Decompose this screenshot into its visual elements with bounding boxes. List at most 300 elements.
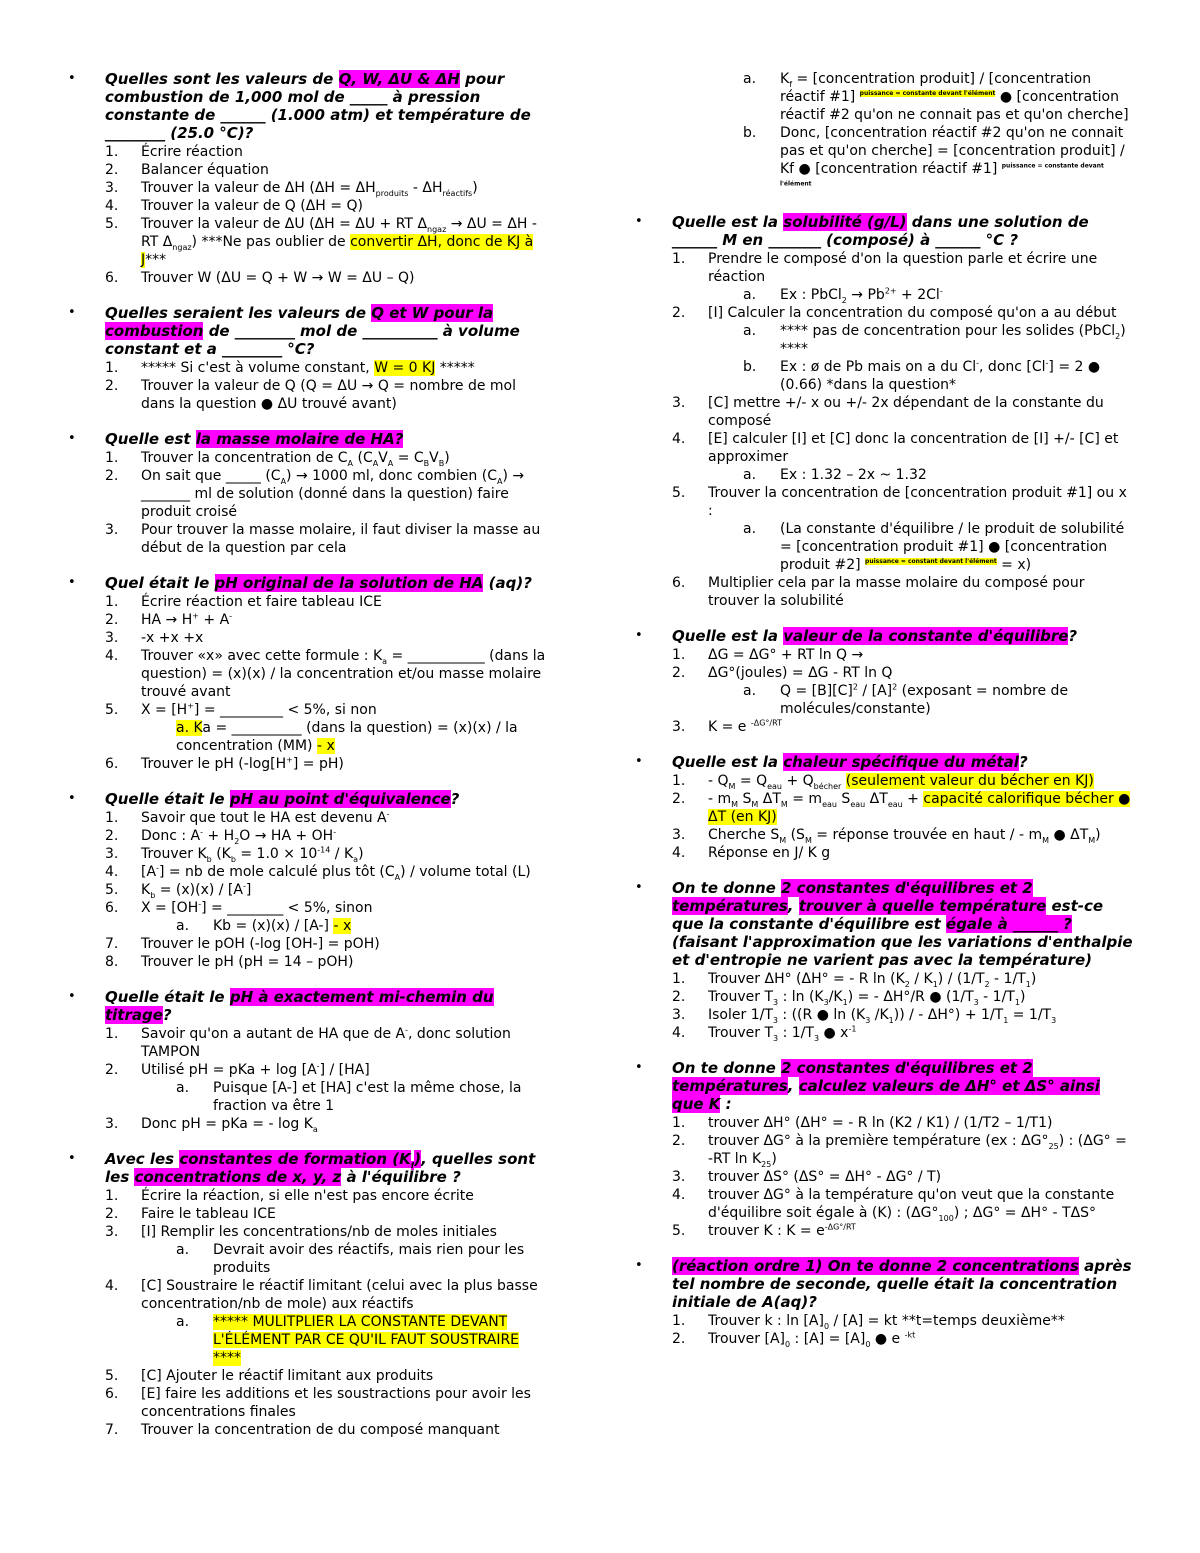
subscript: 3 (1051, 1015, 1057, 1025)
text-run: HA → H (141, 612, 193, 628)
text-run: ● x (819, 1025, 849, 1041)
question-heading (672, 879, 1135, 969)
bullet-icon: • (68, 305, 76, 320)
text-run: trouver ΔH° (ΔH° = - R ln (K2 / K1) / (1/T2 – 1/T1) (708, 1115, 1053, 1131)
step (105, 143, 548, 161)
step (105, 1115, 548, 1133)
text-run: ) (414, 1150, 422, 1168)
subscript: M (779, 835, 787, 845)
text-run: - 1/T (978, 989, 1015, 1005)
step-number: 2. (672, 1133, 686, 1149)
text-run: [I] Calculer la concentration du composé qu'on a au début (708, 305, 1117, 321)
text-run: Écrire réaction et faire tableau ICE (141, 594, 382, 610)
step-number: 3. (672, 719, 686, 735)
text-run: ? (1018, 753, 1028, 771)
superscript: - (333, 827, 337, 837)
question-section (635, 70, 1135, 196)
step (672, 1114, 1135, 1132)
question-section (635, 627, 1135, 736)
text-run: ***** Si c'est à volume constant, (141, 360, 375, 376)
text-run: Trouver «x» avec cette formule : K (141, 648, 383, 664)
step-number: 1. (672, 1313, 686, 1329)
step-number: 5. (672, 1223, 686, 1239)
bullet-icon: • (635, 1060, 643, 1075)
subscript: ngaz (427, 224, 447, 234)
text-run: Quelle est la (672, 627, 784, 645)
text-run: ] = _________ < 5%, si non (193, 702, 377, 718)
text-run: calculez valeurs de ΔH° et ΔS° ainsi que K (672, 1077, 1100, 1113)
text-run: ) (1095, 827, 1101, 843)
subscript: 1 (1014, 997, 1020, 1007)
text-run: Balancer équation (141, 162, 269, 178)
text-run: (C (353, 450, 373, 466)
subscript: A (347, 458, 354, 468)
text-run: = [concentration produit] / [concentration réactif #1] (780, 71, 1092, 105)
step-number: 4. (105, 648, 119, 664)
subscript: a (312, 1124, 318, 1134)
text-run: - x (333, 918, 352, 934)
superscript: 2 (852, 682, 858, 692)
text-run: (réaction ordre 1) On te donne 2 concentrations (672, 1257, 1079, 1275)
subscript: eau (767, 781, 782, 791)
step (672, 1312, 1135, 1330)
question-section (68, 70, 548, 287)
step-number: 8. (105, 954, 119, 970)
step-number: 6. (105, 270, 119, 286)
step (672, 718, 1135, 736)
step (672, 304, 1135, 322)
text-run: - ΔH (408, 180, 443, 196)
subscript: A (496, 476, 503, 486)
text-run: ) **** (780, 323, 1126, 357)
text-run: de ________ mol de __________ à volume constant et a ________ °C? (105, 322, 520, 358)
subscript: ngaz (172, 242, 192, 252)
step-number: 6. (105, 900, 119, 916)
subscript: 3 (773, 1033, 779, 1043)
text-run: (exposant = nombre de molécules/constante) (780, 683, 1069, 717)
text-run: Quelle est (105, 430, 196, 448)
text-run: - Q (708, 773, 729, 789)
step-number: 2. (672, 305, 686, 321)
text-run: : 1/T (778, 1025, 814, 1041)
superscript: 2 (892, 682, 898, 692)
question-heading (672, 1257, 1135, 1311)
text-run: = réponse trouvée en haut / - m (811, 827, 1043, 843)
superscript: -ΔG°/RT (824, 1222, 856, 1232)
text-run: Trouver T (708, 1025, 774, 1041)
step (672, 1132, 1135, 1168)
question-section (635, 1257, 1135, 1348)
text-run: Trouver [A] (708, 1331, 785, 1347)
text-run: Trouver la valeur de Q (Q = ΔU → Q = nombre de mol dans la question ● ΔU trouvé avant) (141, 378, 517, 412)
text-run: Trouver k : ln [A] (708, 1313, 824, 1329)
text-run: Quelles seraient les valeurs de (105, 304, 372, 322)
text-run: ] = ________ < 5%, sinon (201, 900, 373, 916)
step (672, 1330, 1135, 1348)
step (105, 1421, 548, 1439)
text-run: , (787, 897, 799, 915)
text-run: On sait que _____ (C (141, 468, 281, 484)
text-run: pour combustion de 1,000 mol de _____ à pression constante de ______ (1.000 atm) et température de ________ (25.0 °C)? (105, 70, 531, 142)
step-number: 4. (105, 864, 119, 880)
subscript: a (382, 656, 388, 666)
step-number: 2. (105, 612, 119, 628)
subscript: 25 (761, 1159, 772, 1169)
text-run: / K (909, 971, 933, 987)
annotation-note: puissance = constante devant l'élément (859, 90, 996, 98)
superscript: - (386, 809, 390, 819)
text-run: Devrait avoir des réactifs, mais rien pour les produits (213, 1242, 525, 1276)
text-run: X = [OH (141, 900, 199, 916)
step-number: 5. (105, 882, 119, 898)
bullet-icon: • (635, 628, 643, 643)
text-run: - 1/T (989, 971, 1026, 987)
text-run: [A (141, 864, 157, 880)
text-run: pH au point d'équivalence (229, 790, 451, 808)
subscript: A (280, 476, 287, 486)
text-run: Quelle était le (105, 988, 230, 1006)
step-number: 4. (672, 1187, 686, 1203)
subscript: 1 (1025, 979, 1031, 989)
text-run: Écrire réaction (141, 144, 243, 160)
text-run: solubilité (g/L) (783, 213, 907, 231)
step (105, 215, 548, 269)
text-run: (aq)? (483, 574, 532, 592)
text-run: K (141, 882, 151, 898)
subscript: B (423, 458, 430, 468)
step (105, 845, 548, 863)
text-run: + (902, 791, 924, 807)
superscript: - (316, 1061, 320, 1071)
superscript: - (405, 1025, 409, 1035)
step-number: 4. (672, 845, 686, 861)
step (105, 827, 548, 845)
step (105, 1277, 548, 1313)
text-run: après tel nombre de seconde, quelle était la concentration initiale de A(aq)? (672, 1257, 1132, 1311)
text-run: / K (330, 846, 354, 862)
text-run: 2 constantes d'équilibres et 2 températures (672, 879, 1033, 915)
subscript: M (780, 799, 788, 809)
text-run: + A (198, 612, 230, 628)
text-run: /K (870, 1007, 889, 1023)
question-heading (105, 304, 548, 358)
superscript: + (192, 611, 199, 621)
step (105, 701, 548, 719)
text-run: ] = nb de mole calculé plus tôt (C (158, 864, 395, 880)
text-run: Trouver T (708, 989, 774, 1005)
subscript: 1 (842, 997, 848, 1007)
question-section (68, 1150, 548, 1439)
step-number: a. (176, 1242, 190, 1258)
text-run: / [A] = kt **t=temps deuxième** (829, 1313, 1065, 1329)
text-run: ? (162, 1006, 172, 1024)
text-run: , (787, 1077, 799, 1095)
subscript: M (1088, 835, 1096, 845)
text-run: Quelles sont les valeurs de (105, 70, 339, 88)
step-number: 4. (672, 1025, 686, 1041)
subscript: 0 (823, 1321, 830, 1331)
text-run: Ex : 1.32 – 2x ~ 1.32 (780, 467, 927, 483)
step-list (105, 1187, 548, 1439)
text-run: Savoir qu'on a autant de HA que de A (141, 1026, 406, 1042)
text-run: ) → _______ ml de solution (donné dans la question) faire produit croisé (141, 468, 525, 520)
step-number: a. (176, 918, 190, 934)
step-number: b. (743, 359, 757, 375)
subscript: a (353, 854, 359, 864)
text-run: O → HA + OH (239, 828, 334, 844)
step (105, 881, 548, 899)
step-number: 3. (105, 1116, 119, 1132)
text-run: [E] faire les additions et les soustractions pour avoir les concentrations finales (141, 1386, 531, 1420)
question-heading (672, 213, 1135, 249)
question-section (68, 430, 548, 557)
sub-step (105, 1079, 548, 1115)
subscript: 3 (973, 997, 979, 1007)
superscript: -14 (317, 845, 331, 855)
text-run: S (738, 791, 752, 807)
text-run: Trouver la concentration de du composé manquant (141, 1422, 500, 1438)
text-run: [C] mettre +/- x ou +/- 2x dépendant de la constante du composé (708, 395, 1104, 429)
subscript: 1 (1003, 1015, 1009, 1025)
step-number: 7. (105, 1422, 119, 1438)
superscript: -1 (848, 1024, 857, 1034)
subscript: M (1042, 835, 1049, 845)
text-run: ) (1030, 971, 1037, 987)
step-number: 6. (672, 575, 686, 591)
text-run: [E] calculer [I] et [C] donc la concentration de [I] +/- [C] et approximer (708, 431, 1119, 465)
step-number: 1. (105, 1188, 119, 1204)
text-run: la masse molaire de HA? (195, 430, 404, 448)
step-number: 2. (672, 1331, 686, 1347)
text-run: Trouver W (ΔU = Q + W → W = ΔU – Q) (141, 270, 415, 286)
text-run: - x (316, 738, 335, 754)
step (105, 629, 548, 647)
subscript: b (150, 890, 156, 900)
text-run: Trouver le pH (-log[H (141, 756, 287, 772)
subscript: 1 (932, 979, 938, 989)
step (105, 449, 548, 467)
text-run: ● e (870, 1331, 905, 1347)
text-run: Donc : A (141, 828, 201, 844)
text-run: = ___________ (dans la question) = (x)(x) / la concentration et/ou masse molaire trouvé avant (141, 648, 546, 700)
step (105, 269, 548, 287)
step-number: 1. (672, 971, 686, 987)
text-run: ) ; ΔG° = ΔH° - TΔS° (953, 1205, 1097, 1221)
subscript: A (394, 872, 401, 882)
text-run: ) ***Ne pas oublier de (191, 234, 351, 250)
text-run: a = __________ (dans la question) = (x)(x) / la concentration (MM) (176, 720, 518, 754)
step (672, 430, 1135, 466)
bullet-icon: • (635, 214, 643, 229)
step-number: 5. (672, 485, 686, 501)
question-heading (105, 1150, 548, 1186)
text-run: pH à exactement mi-chemin du titrage (105, 988, 494, 1024)
step-number: 1. (105, 360, 119, 376)
step-number: 3. (105, 630, 119, 646)
text-run: Faire le tableau ICE (141, 1206, 276, 1222)
step-list (672, 772, 1135, 862)
subscript: bécher (813, 781, 842, 791)
step (672, 1024, 1135, 1042)
text-run: = C (393, 450, 424, 466)
step-number: 3. (672, 827, 686, 843)
step-number: a. (743, 323, 757, 339)
step-number: 2. (105, 468, 119, 484)
text-run: -x +x +x (141, 630, 204, 646)
step (105, 1205, 548, 1223)
step (672, 484, 1135, 520)
sub-step (105, 719, 548, 755)
bullet-icon: • (68, 431, 76, 446)
text-run: Donc, [concentration réactif #2 qu'on ne connait pas et qu'on cherche] = [concentration produit] / Kf ● [concentration réactif #1] (780, 125, 1125, 177)
text-run: Quelle est la (672, 213, 784, 231)
step (105, 1061, 548, 1079)
step (672, 1186, 1135, 1222)
step-number: 2. (105, 1206, 119, 1222)
text-run: ) (444, 450, 450, 466)
step-number: 2. (672, 665, 686, 681)
sub-step (672, 466, 1135, 484)
text-run: Savoir que tout le HA est devenu A (141, 810, 387, 826)
subscript: eau (822, 799, 837, 809)
text-run: Cherche S (708, 827, 780, 843)
annotation-note: puissance = constante devant l'élément (780, 162, 1104, 188)
step (672, 574, 1135, 610)
sub-step (672, 358, 1135, 394)
step (105, 179, 548, 197)
step (105, 359, 548, 377)
superscript: - (198, 899, 202, 909)
text-run: Trouver la valeur de Q (ΔH = Q) (141, 198, 363, 214)
text-run: ] = 2 ● (0.66) *dans la question* (780, 359, 1101, 393)
sub-step (672, 322, 1135, 358)
text-run: ) → 1000 ml, donc combien (C (286, 468, 497, 484)
step (672, 844, 1135, 862)
question-section (635, 879, 1135, 1042)
text-run: [C] Soustraire le réactif limitant (celui avec la plus basse concentration/nb de mole) aux réactifs (141, 1278, 538, 1312)
text-run: ΔG°(joules) = ΔG - RT ln Q (708, 665, 893, 681)
step (105, 647, 548, 701)
step-number: a. (743, 683, 757, 699)
text-run: valeur de la constante d'équilibre (783, 627, 1069, 645)
text-run: Ex : ø de Pb mais on a du Cl (780, 359, 977, 375)
text-run: Trouver K (141, 846, 207, 862)
step (105, 1025, 548, 1061)
text-run: Trouver la concentration de [concentration produit #1] ou x : (708, 485, 1127, 519)
step-number: 1. (105, 450, 119, 466)
text-run: (seulement valeur du bécher en KJ) (845, 773, 1094, 789)
step-number: 5. (105, 1368, 119, 1384)
text-run: trouver ΔS° (ΔS° = ΔH° - ΔG° / T) (708, 1169, 942, 1185)
step (672, 772, 1135, 790)
text-run: : (720, 1095, 732, 1113)
step-list (672, 970, 1135, 1042)
subscript: réactifs (442, 188, 473, 198)
step (105, 1385, 548, 1421)
step (105, 1223, 548, 1241)
step-number: a. (743, 71, 757, 87)
text-run: **** pas de concentration pour les solides (PbCl (780, 323, 1116, 339)
step-number: 1. (672, 773, 686, 789)
text-run: Q, W, ΔU & ΔH (338, 70, 460, 88)
text-run: On te donne (672, 879, 782, 897)
text-run: [I] Remplir les concentrations/nb de moles initiales (141, 1224, 497, 1240)
step (105, 1187, 548, 1205)
step-number: 3. (105, 1224, 119, 1240)
text-run: Quelle est la (672, 753, 784, 771)
step (105, 161, 548, 179)
step-number: 6. (105, 756, 119, 772)
step-number: 2. (105, 828, 119, 844)
step-number: 1. (105, 144, 119, 160)
text-run: Trouver le pOH (-log [OH-] = pOH) (141, 936, 380, 952)
step-number: 5. (105, 216, 119, 232)
step-number: 2. (672, 989, 686, 1005)
text-run: = (x)(x) / [A (155, 882, 243, 898)
sub-step (672, 124, 1135, 196)
text-run: (faisant l'approximation que les variations d'enthalpie et d'entropie ne varient pas avec la température) (672, 933, 1133, 969)
text-run: concentrations de x, y, z (134, 1168, 342, 1186)
sub-step (672, 682, 1135, 718)
question-section (635, 753, 1135, 862)
question-section (68, 790, 548, 971)
step-number: 5. (105, 702, 119, 718)
step-number: 3. (105, 180, 119, 196)
text-run: Pour trouver la masse molaire, il faut diviser la masse au début de la question par cela (141, 522, 541, 556)
text-run: Q et W pour la combustion (105, 304, 494, 340)
step-number: 1. (105, 1026, 119, 1042)
text-run: ΔT (758, 791, 781, 807)
question-heading (105, 70, 548, 142)
subscript: eau (850, 799, 866, 809)
text-run: : ((R ● ln (K (777, 1007, 866, 1023)
text-run: = m (787, 791, 823, 807)
text-run: → Pb (846, 287, 885, 303)
bullet-icon: • (635, 1258, 643, 1273)
step-number: 2. (105, 1062, 119, 1078)
step (672, 1006, 1135, 1024)
question-section (68, 574, 548, 773)
step (105, 1367, 548, 1385)
step-number: a. (176, 1314, 190, 1330)
text-run: chaleur spécifique du métal (783, 753, 1019, 771)
step (672, 1222, 1135, 1240)
text-run: trouver ΔG° à la température qu'on veut que la constante d'équilibre soit égale à (K) : (ΔG° (708, 1187, 1115, 1221)
question-heading (105, 790, 548, 808)
subscript: 100 (938, 1213, 954, 1223)
text-run: , quelles sont les (105, 1150, 536, 1186)
subscript: 2 (1115, 331, 1121, 341)
right-column (635, 70, 1135, 1365)
text-run: Trouver le pH (pH = 14 – pOH) (141, 954, 354, 970)
superscript: - (939, 286, 943, 296)
step (105, 377, 548, 413)
step-list (105, 593, 548, 773)
text-run: Réponse en J/ K g (708, 845, 831, 861)
text-run: pH original de la solution de HA (214, 574, 484, 592)
superscript: - (242, 881, 246, 891)
superscript: - (200, 827, 204, 837)
text-run: Trouver la valeur de ΔH (ΔH = ΔH (141, 180, 376, 196)
text-run: (La constante d'équilibre / le produit de solubilité = [concentration produit #1] ● [concentration produit #2] (780, 521, 1125, 573)
text-run: ***** (435, 360, 475, 376)
step (105, 863, 548, 881)
subscript: 2 (234, 836, 240, 846)
sub-step (105, 917, 548, 935)
question-section (635, 1059, 1135, 1240)
question-heading (672, 627, 1135, 645)
text-run: ) (472, 180, 478, 196)
